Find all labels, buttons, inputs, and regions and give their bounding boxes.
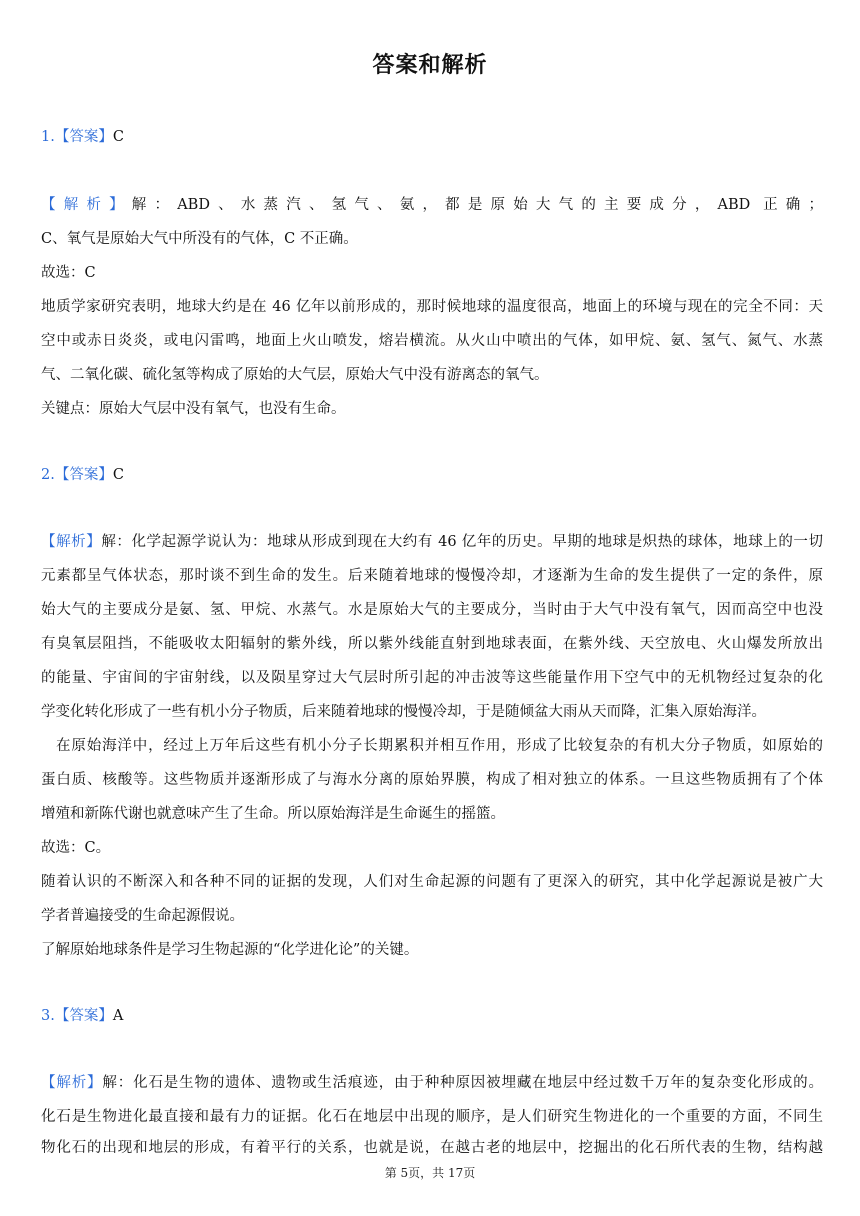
q2-text: 解：化学起源学说认为：地球从形成到现在大约有 46 亿年的历史。早期的地球是炽热的球体，地球上的一切 bbox=[101, 534, 824, 550]
q2-analysis-line-6: 学变化转化形成了一些有机小分子物质，后来随着地球的慢慢冷却，于是随倾盆大雨从天而降，汇集入原始海洋。 bbox=[41, 704, 766, 720]
q3-analysis-tag: 【解析】 bbox=[41, 1075, 103, 1091]
q2-analysis-line-8: 蛋白质、核酸等。这些物质并逐渐形成了与海水分离的原始界膜，构成了相对独立的体系。一旦这些物质拥有了个体 bbox=[41, 772, 823, 788]
q1-analysis-line-2: C、氧气是原始大气中所没有的气体，C 不正确。 bbox=[41, 231, 358, 247]
q2-analysis-line-10: 故选：C。 bbox=[41, 840, 111, 856]
q2-analysis-line-1 bbox=[41, 525, 823, 559]
q1-analysis-line-7: 关键点：原始大气层中没有氧气，也没有生命。 bbox=[41, 401, 346, 417]
q3-text: 解：化石是生物的遗体、遗物或生活痕迹，由于种种原因被埋藏在地层中经过数千万年的复杂变化形成的。 bbox=[102, 1075, 824, 1091]
q2-analysis-line-7: 在原始海洋中，经过上万年后这些有机小分子长期累积并相互作用，形成了比较复杂的有机大分子物质，如原始的 bbox=[56, 738, 823, 754]
q1-answer-tag: 【答案】 bbox=[54, 129, 113, 145]
q2-analysis-line-5: 的能量、宇宙间的宇宙射线，以及陨星穿过大气层时所引起的冲击波等这些能量作用下空气中的无机物经过复杂的化 bbox=[41, 670, 823, 686]
q2-analysis-line-11: 随着认识的不断深入和各种不同的证据的发现，人们对生命起源的问题有了更深入的研究，其中化学起源说是被广大 bbox=[41, 874, 823, 890]
q1-answer-line bbox=[41, 120, 821, 154]
q3-analysis-line-3: 物化石的出现和地层的形成，有着平行的关系，也就是说，在越古老的地层中，挖掘出的化石所代表的生物，结构越 bbox=[41, 1140, 823, 1156]
q3-analysis-line-1 bbox=[41, 1066, 823, 1100]
q2-answer: C bbox=[112, 467, 124, 483]
q3-answer: A bbox=[112, 1008, 124, 1024]
q3-analysis-line-2: 化石是生物进化最直接和最有力的证据。化石在地层中出现的顺序，是人们研究生物进化的一个重要的方面，不同生 bbox=[41, 1109, 823, 1125]
q2-analysis-tag: 【解析】 bbox=[41, 534, 102, 550]
q2-number: 2. bbox=[41, 467, 55, 483]
q1-text: 解：ABD、水蒸汽、氢气、氨，都是原始大气的主要成分，ABD 正确； bbox=[131, 197, 823, 213]
q3-answer-line bbox=[41, 999, 821, 1033]
q1-answer: C bbox=[112, 129, 124, 145]
q1-analysis-line-4: 地质学家研究表明，地球大约是在 46 亿年以前形成的，那时候地球的温度很高，地面上的环境与现在的完全不同：天 bbox=[41, 299, 823, 315]
q3-answer-tag: 【答案】 bbox=[54, 1008, 113, 1024]
q3-number: 3. bbox=[41, 1008, 55, 1024]
q1-number: 1. bbox=[41, 129, 55, 145]
q1-analysis-line-5: 空中或赤日炎炎，或电闪雷鸣，地面上火山喷发，熔岩横流。从火山中喷出的气体，如甲烷、氨、氢气、氮气、水蒸 bbox=[41, 333, 823, 349]
q2-analysis-line-13: 了解原始地球条件是学习生物起源的“化学进化论”的关键。 bbox=[41, 942, 419, 958]
q1-analysis-tag: 【解析】 bbox=[41, 197, 132, 213]
page-footer: 第 5页，共 17页 bbox=[384, 1166, 476, 1180]
q2-analysis-line-3: 始大气的主要成分是氨、氢、甲烷、水蒸气。水是原始大气的主要成分，当时由于大气中没有氧气，因而高空中也没 bbox=[41, 602, 823, 618]
q1-analysis-line-1 bbox=[41, 188, 823, 222]
q2-answer-tag: 【答案】 bbox=[54, 467, 113, 483]
q2-answer-line bbox=[41, 458, 821, 492]
q2-analysis-line-4: 有臭氧层阻挡，不能吸收太阳辐射的紫外线，所以紫外线能直射到地球表面，在紫外线、天空放电、火山爆发所放出 bbox=[41, 636, 823, 652]
q2-analysis-line-2: 元素都呈气体状态，那时谈不到生命的发生。后来随着地球的慢慢冷却，才逐渐为生命的发生提供了一定的条件，原 bbox=[41, 568, 823, 584]
q1-analysis-line-6: 气、二氧化碳、硫化氢等构成了原始的大气层，原始大气中没有游离态的氧气。 bbox=[41, 367, 549, 383]
q2-analysis-line-9: 增殖和新陈代谢也就意味产生了生命。所以原始海洋是生命诞生的摇篮。 bbox=[41, 806, 505, 822]
q1-analysis-line-3: 故选：C bbox=[41, 265, 96, 281]
page-title: 答案和解析 bbox=[372, 53, 488, 78]
q2-analysis-line-12: 学者普遍接受的生命起源假说。 bbox=[41, 908, 244, 924]
